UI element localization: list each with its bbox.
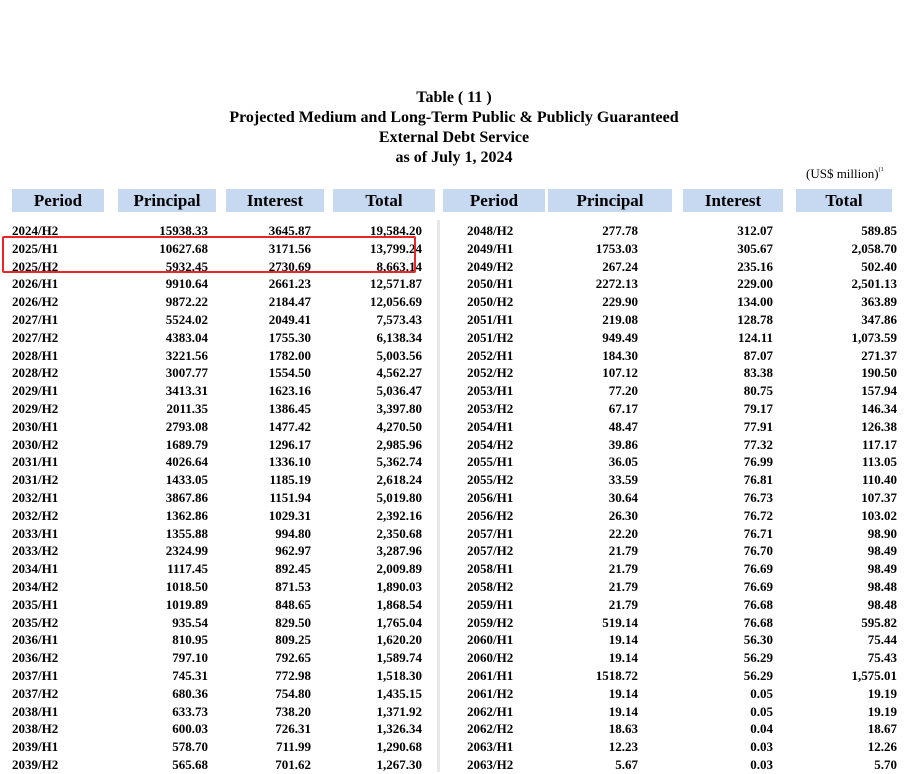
cell-interest: 134.00 [737, 294, 773, 310]
cell-total: 2,058.70 [851, 240, 897, 256]
cell-principal: 600.03 [172, 721, 208, 737]
cell-interest: 1336.10 [268, 454, 311, 470]
cell-period: 2063/H2 [467, 756, 514, 772]
cell-total: 19.19 [867, 703, 897, 719]
cell-total: 2,985.96 [376, 436, 422, 452]
cell-period: 2027/H1 [12, 311, 59, 327]
cell-total: 3,287.96 [376, 543, 422, 559]
cell-total: 4,562.27 [376, 365, 422, 381]
cell-principal: 219.08 [602, 311, 638, 327]
cell-period: 2060/H2 [467, 650, 514, 666]
cell-period: 2035/H1 [12, 596, 59, 612]
cell-interest: 1029.31 [268, 507, 311, 523]
cell-total: 1,518.30 [376, 667, 422, 683]
cell-interest: 829.50 [275, 614, 311, 630]
cell-principal: 22.20 [608, 525, 638, 541]
cell-total: 107.37 [861, 489, 897, 505]
cell-principal: 267.24 [602, 258, 638, 274]
cell-total: 110.40 [861, 472, 897, 488]
cell-total: 1,575.01 [851, 667, 897, 683]
cell-interest: 77.91 [743, 418, 773, 434]
cell-principal: 19.14 [608, 632, 638, 648]
cell-total: 2,392.16 [376, 507, 422, 523]
cell-total: 6,138.34 [376, 329, 422, 345]
units-label [806, 166, 884, 182]
cell-total: 5,003.56 [376, 347, 422, 363]
cell-period: 2025/H2 [12, 258, 59, 274]
cell-principal: 30.64 [608, 489, 638, 505]
cell-interest: 76.73 [743, 489, 773, 505]
cell-total: 502.40 [861, 258, 897, 274]
cell-total: 1,267.30 [376, 756, 422, 772]
cell-period: 2033/H1 [12, 525, 59, 541]
cell-interest: 2661.23 [268, 276, 311, 292]
cell-principal: 3413.31 [165, 383, 208, 399]
cell-total: 113.05 [861, 454, 897, 470]
cell-period: 2050/H1 [467, 276, 514, 292]
cell-principal: 519.14 [602, 614, 638, 630]
cell-principal: 1753.03 [595, 240, 638, 256]
header-period-right: Period [443, 189, 545, 212]
cell-interest: 772.98 [275, 667, 311, 683]
cell-period: 2032/H2 [12, 507, 59, 523]
cell-total: 1,326.34 [376, 721, 422, 737]
cell-total: 5,019.80 [376, 489, 422, 505]
cell-principal: 9872.22 [165, 294, 208, 310]
cell-total: 1,868.54 [376, 596, 422, 612]
cell-period: 2048/H2 [467, 223, 514, 238]
cell-total: 157.94 [861, 383, 897, 399]
cell-interest: 726.31 [275, 721, 311, 737]
cell-interest: 738.20 [275, 703, 311, 719]
cell-total: 98.48 [867, 596, 897, 612]
cell-total: 2,618.24 [376, 472, 422, 488]
cell-period: 2062/H2 [467, 721, 514, 737]
cell-total: 98.49 [867, 543, 897, 559]
cell-period: 2058/H2 [467, 578, 514, 594]
cell-interest: 994.80 [275, 525, 311, 541]
cell-period: 2062/H1 [467, 703, 514, 719]
cell-total: 75.43 [867, 650, 897, 666]
cell-total: 98.49 [867, 561, 897, 577]
cell-principal: 21.79 [608, 561, 638, 577]
header-period-left: Period [12, 189, 104, 212]
cell-principal: 949.49 [602, 329, 638, 345]
cell-total: 2,350.68 [376, 525, 422, 541]
cell-interest: 2730.69 [268, 258, 311, 274]
cell-total: 1,435.15 [376, 685, 422, 701]
cell-interest: 76.70 [743, 543, 773, 559]
cell-principal: 18.63 [608, 721, 638, 737]
cell-period: 2031/H2 [12, 472, 59, 488]
cell-interest: 701.62 [275, 756, 311, 772]
cell-period: 2060/H1 [467, 632, 514, 648]
cell-principal: 26.30 [608, 507, 638, 523]
cell-principal: 33.59 [608, 472, 638, 488]
cell-total: 146.34 [861, 400, 897, 416]
cell-period: 2059/H2 [467, 614, 514, 630]
cell-principal: 2272.13 [595, 276, 638, 292]
cell-principal: 15938.33 [159, 223, 208, 238]
cell-principal: 680.36 [172, 685, 208, 701]
header-total-left: Total [333, 189, 435, 212]
cell-interest: 809.25 [275, 632, 311, 648]
cell-principal: 810.95 [172, 632, 208, 648]
cell-principal: 229.90 [602, 294, 638, 310]
cell-interest: 76.69 [743, 561, 773, 577]
cell-interest: 871.53 [275, 578, 311, 594]
cell-principal: 277.78 [602, 223, 638, 238]
cell-total: 190.50 [861, 365, 897, 381]
cell-principal: 184.30 [602, 347, 638, 363]
cell-interest: 76.68 [743, 614, 773, 630]
cell-period: 2034/H2 [12, 578, 59, 594]
cell-total: 12,571.87 [370, 276, 422, 292]
cell-interest: 1554.50 [268, 365, 311, 381]
cell-interest: 76.69 [743, 578, 773, 594]
cell-interest: 76.68 [743, 596, 773, 612]
cell-period: 2036/H1 [12, 632, 59, 648]
cell-interest: 79.17 [743, 400, 773, 416]
cell-interest: 1755.30 [268, 329, 311, 345]
cell-interest: 1623.16 [268, 383, 311, 399]
cell-period: 2054/H2 [467, 436, 514, 452]
cell-period: 2058/H1 [467, 561, 514, 577]
cell-principal: 10627.68 [159, 240, 208, 256]
cell-principal: 1362.86 [165, 507, 208, 523]
cell-principal: 3221.56 [165, 347, 208, 363]
header-principal-left: Principal [118, 189, 216, 212]
cell-period: 2036/H2 [12, 650, 59, 666]
cell-interest: 3171.56 [268, 240, 311, 256]
cell-principal: 4026.64 [165, 454, 208, 470]
cell-period: 2056/H1 [467, 489, 514, 505]
cell-total: 117.17 [861, 436, 897, 452]
cell-interest: 87.07 [743, 347, 773, 363]
cell-period: 2055/H2 [467, 472, 514, 488]
cell-period: 2038/H1 [12, 703, 59, 719]
cell-interest: 0.03 [750, 756, 773, 772]
cell-period: 2025/H1 [12, 240, 59, 256]
cell-principal: 5524.02 [165, 311, 208, 327]
cell-principal: 9910.64 [165, 276, 208, 292]
units-footnote: (1 [878, 167, 884, 173]
cell-total: 1,765.04 [376, 614, 422, 630]
cell-total: 4,270.50 [376, 418, 422, 434]
cell-period: 2030/H1 [12, 418, 59, 434]
cell-period: 2031/H1 [12, 454, 59, 470]
cell-principal: 5.67 [615, 756, 638, 772]
cell-total: 19,584.20 [370, 223, 422, 238]
cell-period: 2024/H2 [12, 223, 59, 238]
cell-total: 5.70 [874, 756, 897, 772]
cell-total: 98.48 [867, 578, 897, 594]
cell-total: 5,036.47 [376, 383, 422, 399]
cell-period: 2035/H2 [12, 614, 59, 630]
cell-interest: 0.04 [750, 721, 773, 737]
cell-period: 2061/H1 [467, 667, 514, 683]
cell-principal: 107.12 [602, 365, 638, 381]
cell-total: 1,290.68 [376, 739, 422, 755]
cell-period: 2053/H1 [467, 383, 514, 399]
cell-interest: 229.00 [737, 276, 773, 292]
cell-period: 2028/H1 [12, 347, 59, 363]
cell-principal: 77.20 [608, 383, 638, 399]
cell-interest: 56.29 [743, 650, 773, 666]
cell-principal: 2011.35 [166, 400, 208, 416]
cell-principal: 48.47 [608, 418, 638, 434]
cell-principal: 67.17 [608, 400, 638, 416]
cell-interest: 0.03 [750, 739, 773, 755]
title-line-3: External Debt Service [378, 129, 530, 146]
cell-interest: 792.65 [275, 650, 311, 666]
cell-interest: 1185.19 [269, 472, 311, 488]
cell-interest: 76.72 [743, 507, 773, 523]
title-line-1: Table ( 11 ) [416, 89, 492, 106]
cell-interest: 56.30 [743, 632, 773, 648]
cell-interest: 83.38 [743, 365, 773, 381]
cell-interest: 711.99 [275, 739, 311, 755]
cell-interest: 76.71 [743, 525, 773, 541]
cell-interest: 0.05 [750, 685, 773, 701]
cell-total: 13,799.24 [370, 240, 422, 256]
cell-period: 2055/H1 [467, 454, 514, 470]
cell-principal: 2793.08 [165, 418, 208, 434]
cell-period: 2027/H2 [12, 329, 59, 345]
cell-period: 2026/H1 [12, 276, 59, 292]
cell-period: 2056/H2 [467, 507, 514, 523]
header-principal-right: Principal [548, 189, 672, 212]
cell-total: 347.86 [861, 311, 897, 327]
cell-principal: 21.79 [608, 543, 638, 559]
cell-total: 363.89 [861, 294, 897, 310]
column-divider [437, 220, 440, 772]
cell-principal: 1433.05 [165, 472, 208, 488]
cell-interest: 76.81 [743, 472, 773, 488]
cell-period: 2051/H2 [467, 329, 514, 345]
cell-period: 2038/H2 [12, 721, 59, 737]
cell-principal: 745.31 [172, 667, 208, 683]
cell-principal: 3007.77 [165, 365, 208, 381]
cell-total: 1,073.59 [851, 329, 897, 345]
cell-principal: 19.14 [608, 650, 638, 666]
cell-total: 1,371.92 [376, 703, 422, 719]
cell-principal: 5932.45 [165, 258, 208, 274]
cell-period: 2052/H1 [467, 347, 514, 363]
table-title [0, 88, 908, 168]
cell-period: 2039/H2 [12, 756, 59, 772]
cell-total: 2,009.89 [376, 561, 422, 577]
cell-principal: 39.86 [608, 436, 638, 452]
cell-period: 2061/H2 [467, 685, 514, 701]
cell-period: 2037/H1 [12, 667, 59, 683]
cell-total: 103.02 [861, 507, 897, 523]
cell-total: 5,362.74 [376, 454, 422, 470]
cell-principal: 1355.88 [165, 525, 208, 541]
cell-total: 8,663.14 [376, 258, 422, 274]
cell-total: 1,589.74 [376, 650, 422, 666]
cell-principal: 4383.04 [165, 329, 208, 345]
cell-total: 3,397.80 [376, 400, 422, 416]
cell-period: 2030/H2 [12, 436, 59, 452]
cell-total: 7,573.43 [376, 311, 422, 327]
cell-interest: 124.11 [737, 329, 773, 345]
title-line-4: as of July 1, 2024 [395, 149, 513, 166]
cell-interest: 77.32 [743, 436, 773, 452]
cell-period: 2033/H2 [12, 543, 59, 559]
cell-principal: 565.68 [172, 756, 208, 772]
cell-principal: 1019.89 [165, 596, 208, 612]
cell-principal: 633.73 [172, 703, 208, 719]
cell-interest: 0.05 [750, 703, 773, 719]
cell-interest: 1477.42 [268, 418, 311, 434]
cell-interest: 3645.87 [268, 223, 311, 238]
cell-period: 2057/H2 [467, 543, 514, 559]
cell-total: 2,501.13 [851, 276, 897, 292]
cell-interest: 2049.41 [268, 311, 311, 327]
cell-total: 19.19 [867, 685, 897, 701]
cell-interest: 235.16 [737, 258, 773, 274]
units-text: (US$ million) [806, 166, 879, 181]
cell-total: 18.67 [867, 721, 897, 737]
highlight-box [2, 236, 416, 273]
cell-total: 75.44 [867, 632, 897, 648]
cell-interest: 962.97 [275, 543, 311, 559]
cell-period: 2029/H2 [12, 400, 59, 416]
cell-principal: 1518.72 [595, 667, 638, 683]
cell-total: 589.85 [861, 223, 897, 238]
cell-principal: 3867.86 [165, 489, 208, 505]
cell-total: 595.82 [861, 614, 897, 630]
cell-period: 2050/H2 [467, 294, 514, 310]
cell-interest: 892.45 [275, 561, 311, 577]
header-interest-right: Interest [683, 189, 783, 212]
cell-principal: 578.70 [172, 739, 208, 755]
cell-interest: 1386.45 [268, 400, 311, 416]
cell-period: 2037/H2 [12, 685, 59, 701]
cell-principal: 19.14 [608, 703, 638, 719]
cell-interest: 56.29 [743, 667, 773, 683]
cell-principal: 12.23 [608, 739, 638, 755]
cell-period: 2051/H1 [467, 311, 514, 327]
cell-period: 2039/H1 [12, 739, 59, 755]
cell-interest: 312.07 [737, 223, 773, 238]
cell-period: 2049/H1 [467, 240, 514, 256]
cell-total: 12.26 [867, 739, 897, 755]
cell-interest: 80.75 [743, 383, 773, 399]
cell-period: 2063/H1 [467, 739, 514, 755]
cell-principal: 1689.79 [165, 436, 208, 452]
cell-interest: 754.80 [275, 685, 311, 701]
cell-principal: 21.79 [608, 578, 638, 594]
cell-principal: 19.14 [608, 685, 638, 701]
cell-principal: 797.10 [172, 650, 208, 666]
cell-period: 2049/H2 [467, 258, 514, 274]
title-line-2: Projected Medium and Long-Term Public & Publicly Guaranteed [229, 109, 679, 126]
cell-principal: 36.05 [608, 454, 638, 470]
cell-period: 2026/H2 [12, 294, 59, 310]
cell-period: 2034/H1 [12, 561, 59, 577]
cell-period: 2059/H1 [467, 596, 514, 612]
header-interest-left: Interest [226, 189, 324, 212]
cell-interest: 2184.47 [268, 294, 311, 310]
cell-period: 2052/H2 [467, 365, 514, 381]
cell-interest: 1151.94 [269, 489, 311, 505]
cell-interest: 305.67 [737, 240, 773, 256]
cell-principal: 935.54 [172, 614, 208, 630]
cell-interest: 1296.17 [268, 436, 311, 452]
cell-period: 2054/H1 [467, 418, 514, 434]
header-total-right: Total [796, 189, 892, 212]
cell-interest: 1782.00 [268, 347, 311, 363]
cell-total: 271.37 [861, 347, 897, 363]
cell-period: 2053/H2 [467, 400, 514, 416]
cell-principal: 1018.50 [165, 578, 208, 594]
cell-period: 2032/H1 [12, 489, 59, 505]
cell-period: 2057/H1 [467, 525, 514, 541]
cell-interest: 76.99 [743, 454, 773, 470]
cell-total: 126.38 [861, 418, 897, 434]
cell-period: 2028/H2 [12, 365, 59, 381]
cell-principal: 21.79 [608, 596, 638, 612]
cell-interest: 848.65 [275, 596, 311, 612]
cell-total: 1,620.20 [376, 632, 422, 648]
cell-principal: 1117.45 [167, 561, 208, 577]
cell-total: 1,890.03 [376, 578, 422, 594]
cell-interest: 128.78 [737, 311, 773, 327]
cell-total: 98.90 [867, 525, 897, 541]
cell-principal: 2324.99 [165, 543, 208, 559]
cell-period: 2029/H1 [12, 383, 59, 399]
cell-total: 12,056.69 [370, 294, 422, 310]
